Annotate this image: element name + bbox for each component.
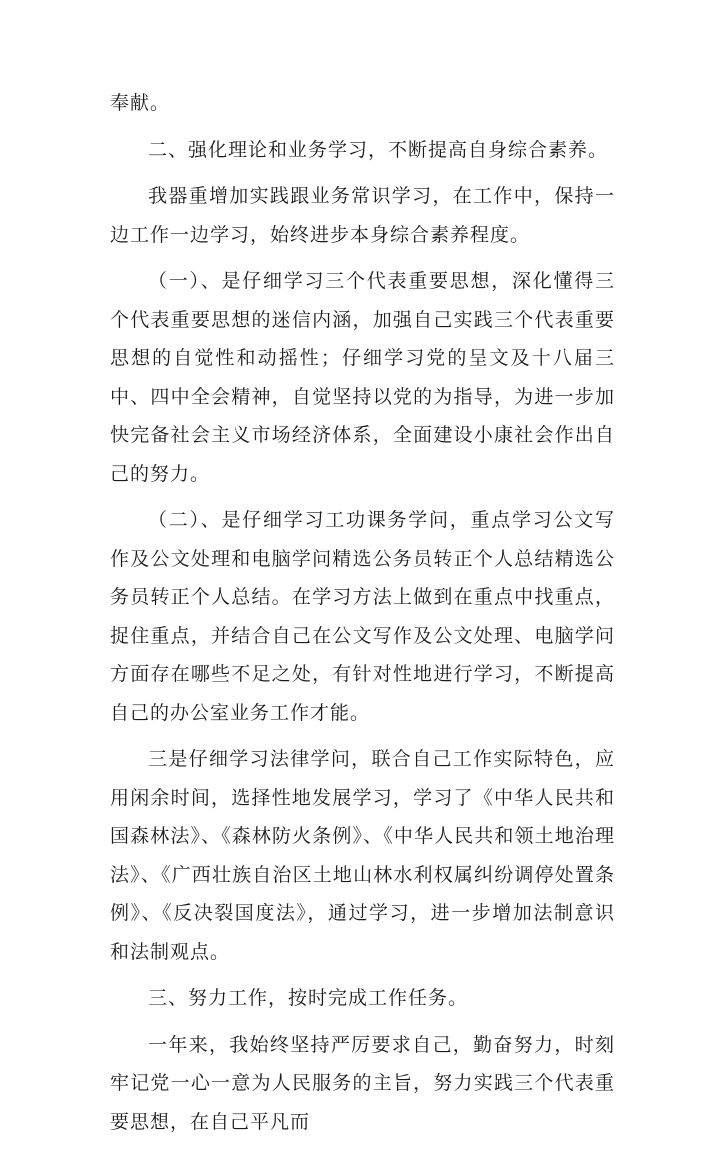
- document-body: [110, 84, 615, 1149]
- section-heading-3: 三、努力工作，按时完成工作任务。: [148, 987, 469, 1009]
- paragraph-study-intro: 我器重增加实践跟业务常识学习，在工作中，保持一边工作一边学习，始终进步本身综合素养程度。: [110, 185, 615, 246]
- paragraph-work-intro: 一年来，我始终坚持严厉要求自己，勤奋努力，时刻牢记党一心一意为人民服务的主旨，努力实践三个代表重要思想，在自己平凡而: [110, 1033, 615, 1133]
- paragraph-study-item-1: （一）、是仔细学习三个代表重要思想，深化懂得三个代表重要思想的迷信内涵，加强自己实践三个代表重要思想的自觉性和动摇性；仔细学习党的呈文及十八届三中、四中全会精神，自觉坚持以党的为指导，为进一步加快完备社会主义市场经济体系，全面建设小康社会作出自己的努力。: [110, 270, 615, 485]
- paragraph-study-item-2: （二）、是仔细学习工功课务学问，重点学习公文写作及公文处理和电脑学问精选公务员转正个人总结精选公务员转正个人总结。在学习方法上做到在重点中找重点，捉住重点，并结合自己在公文写作及公文处理、电脑学问方面存在哪些不足之处，有针对性地进行学习，不断提高自己的办公室业务工作才能。: [110, 509, 615, 724]
- paragraph-study-item-3: 三是仔细学习法律学问，联合自己工作实际特色，应用闲余时间，选择性地发展学习，学习了《中华人民共和国森林法》、《森林防火条例》、《中华人民共和领土地治理法》、《广西壮族自治区土地山林水利权属纠纷调停处置条例》、《反决裂国度法》，通过学习，进一步增加法制意识和法制观点。: [110, 748, 615, 963]
- section-heading-2: 二、强化理论和业务学习，不断提高自身综合素养。: [148, 138, 609, 161]
- paragraph-continuation: 奉献。: [110, 92, 171, 114]
